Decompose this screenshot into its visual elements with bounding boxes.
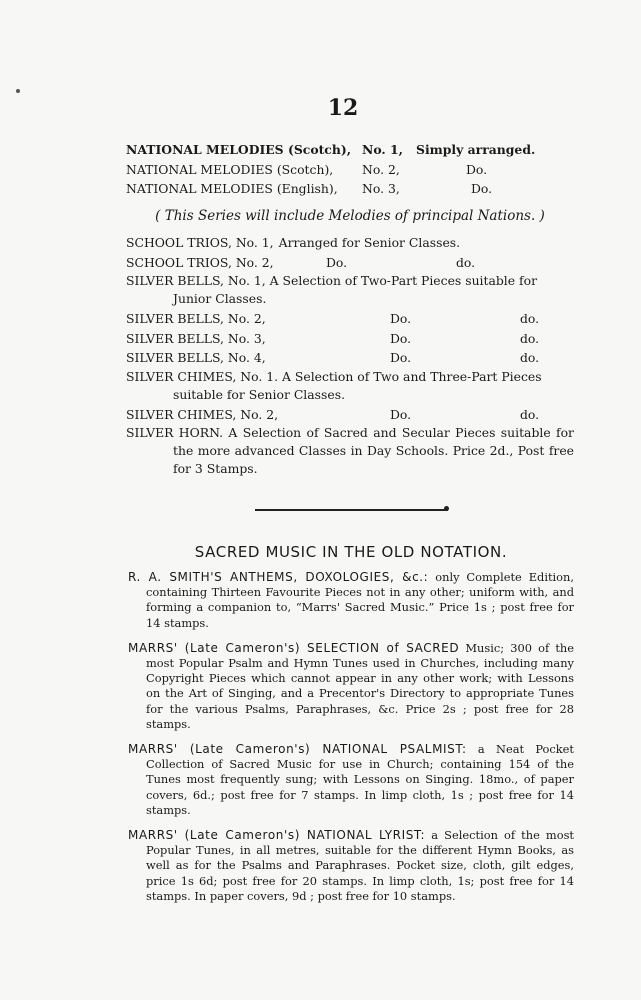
item-title: NATIONAL MELODIES: [126, 142, 284, 157]
item-title: NATIONAL MELODIES: [126, 181, 273, 196]
item-ditto: do.: [520, 406, 540, 422]
item-title: SILVER HORN.: [126, 425, 224, 440]
page-speck: [16, 89, 20, 93]
item-title: SILVER BELLS, No. 1,: [126, 273, 266, 288]
item-title: NATIONAL MELODIES: [126, 161, 273, 177]
item-variant: (English),: [276, 181, 338, 196]
item-title: SILVER BELLS, No. 3,: [126, 330, 266, 346]
list-item: [126, 160, 574, 180]
entry-head: MARRS' (Late Cameron's) NATIONAL LYRIST:: [128, 828, 426, 843]
item-ditto: do.: [456, 254, 476, 270]
entry-body: only Complete Edition, containing Thirteen Favourite Pieces not in any other; uniform with, and forming a companion to, “Marrs' Sacred Music.” Price 1s ; post free for 14 stamps.: [146, 570, 574, 630]
page-number: 12: [327, 95, 359, 121]
divider-rule: [255, 509, 448, 511]
item-title: SILVER CHIMES, No. 2,: [126, 406, 279, 422]
item-number: No. 3,: [362, 181, 400, 196]
list-item: [128, 828, 574, 904]
item-ditto: do.: [520, 311, 540, 326]
trios-bells-list: [126, 233, 574, 479]
list-item: [128, 742, 574, 818]
melodies-list: [126, 140, 574, 199]
entry-head: R. A. SMITH'S ANTHEMS, DOXOLOGIES, &c.:: [128, 570, 429, 584]
item-ditto: Do.: [390, 330, 412, 346]
item-title: SILVER CHIMES, No. 1.: [126, 368, 279, 384]
list-item: [126, 368, 574, 404]
entry-body: a Neat Pocket Collection of Sacred Music for use in Church; containing 154 of the Tunes most frequently sung; with Lessons on Singing. 18mo., of paper covers, 6d.; post free for 7 stamps. In limp cloth, 1s ; post free for 14 stamps.: [146, 742, 574, 817]
item-ditto: do.: [520, 330, 540, 346]
item-desc: Do.: [466, 161, 488, 177]
section-title: SACRED MUSIC IN THE OLD NOTATION.: [194, 543, 508, 561]
item-variant: (Scotch),: [287, 142, 352, 157]
list-item: [126, 424, 574, 478]
item-ditto: Do.: [326, 254, 348, 270]
list-item: [126, 309, 574, 329]
item-ditto: Do.: [390, 350, 412, 365]
item-title-group: [126, 179, 362, 199]
item-ditto: do.: [520, 350, 540, 365]
item-title: SILVER BELLS, No. 2,: [126, 311, 266, 326]
list-item: [126, 140, 574, 160]
list-item: [126, 405, 574, 425]
item-ditto: Do.: [390, 406, 412, 422]
series-note: ( This Series will include Melodies of principal Nations. ): [155, 208, 545, 224]
item-desc: A Selection of Two and Three-Part Pieces suitable for Senior Classes.: [173, 368, 542, 402]
item-ditto: Do.: [390, 311, 412, 326]
list-item: [126, 253, 574, 273]
list-item: [126, 272, 574, 308]
entry-body: a Selection of the most Popular Tunes, in all metres, suitable for the different Hymn Books, as well as for the Psalms and Paraphrases. Pocket size, cloth, gilt edges, price 1s 6d; post free for 20 stamps. In limp cloth, 1s; post free for 14 stamps. In paper covers, 9d ; post free for 10 stamps.: [146, 828, 574, 903]
divider-dot: [444, 506, 449, 511]
list-item: [126, 233, 574, 253]
item-number: No. 1,: [362, 142, 403, 157]
entry-body: Music; 300 of the most Popular Psalm and Hymn Tunes used in Churches, including many Copyright Pieces which cannot appear in any other work; with Lessons on the Art of Singing, and a Precentor's Directory to appropriate Tunes for the various Psalms, Paraphrases, &c. Price 2s ; post free for 28 stamps.: [146, 640, 574, 731]
item-desc: A Selection of Two-Part Pieces suitable for Junior Classes.: [173, 273, 538, 306]
item-title: SILVER BELLS, No. 4,: [126, 350, 266, 365]
list-item: [126, 329, 574, 349]
item-desc: Simply arranged.: [416, 142, 536, 157]
item-number: No. 2,: [362, 161, 400, 177]
item-desc: Do.: [471, 181, 493, 196]
list-item: [126, 179, 574, 199]
list-item: [126, 348, 574, 368]
list-item: [128, 641, 574, 732]
item-desc: A Selection of Sacred and Secular Pieces suitable for the more advanced Classes in Day Schools. Price 2d., Post free for 3 Stamps.: [173, 425, 574, 476]
item-title-group: [126, 160, 362, 180]
item-title: SCHOOL TRIOS, No. 2,: [126, 254, 274, 270]
entry-head: MARRS' (Late Cameron's) NATIONAL PSALMIST:: [128, 742, 467, 757]
item-variant: (Scotch),: [276, 161, 334, 177]
list-item: [128, 570, 574, 631]
sacred-music-entries: [128, 570, 574, 914]
item-desc: Arranged for Senior Classes.: [278, 235, 461, 250]
item-title: SCHOOL TRIOS, No. 1,: [126, 235, 274, 250]
entry-head: MARRS' (Late Cameron's) SELECTION of SACRED: [128, 640, 460, 655]
item-title-group: [126, 140, 362, 160]
